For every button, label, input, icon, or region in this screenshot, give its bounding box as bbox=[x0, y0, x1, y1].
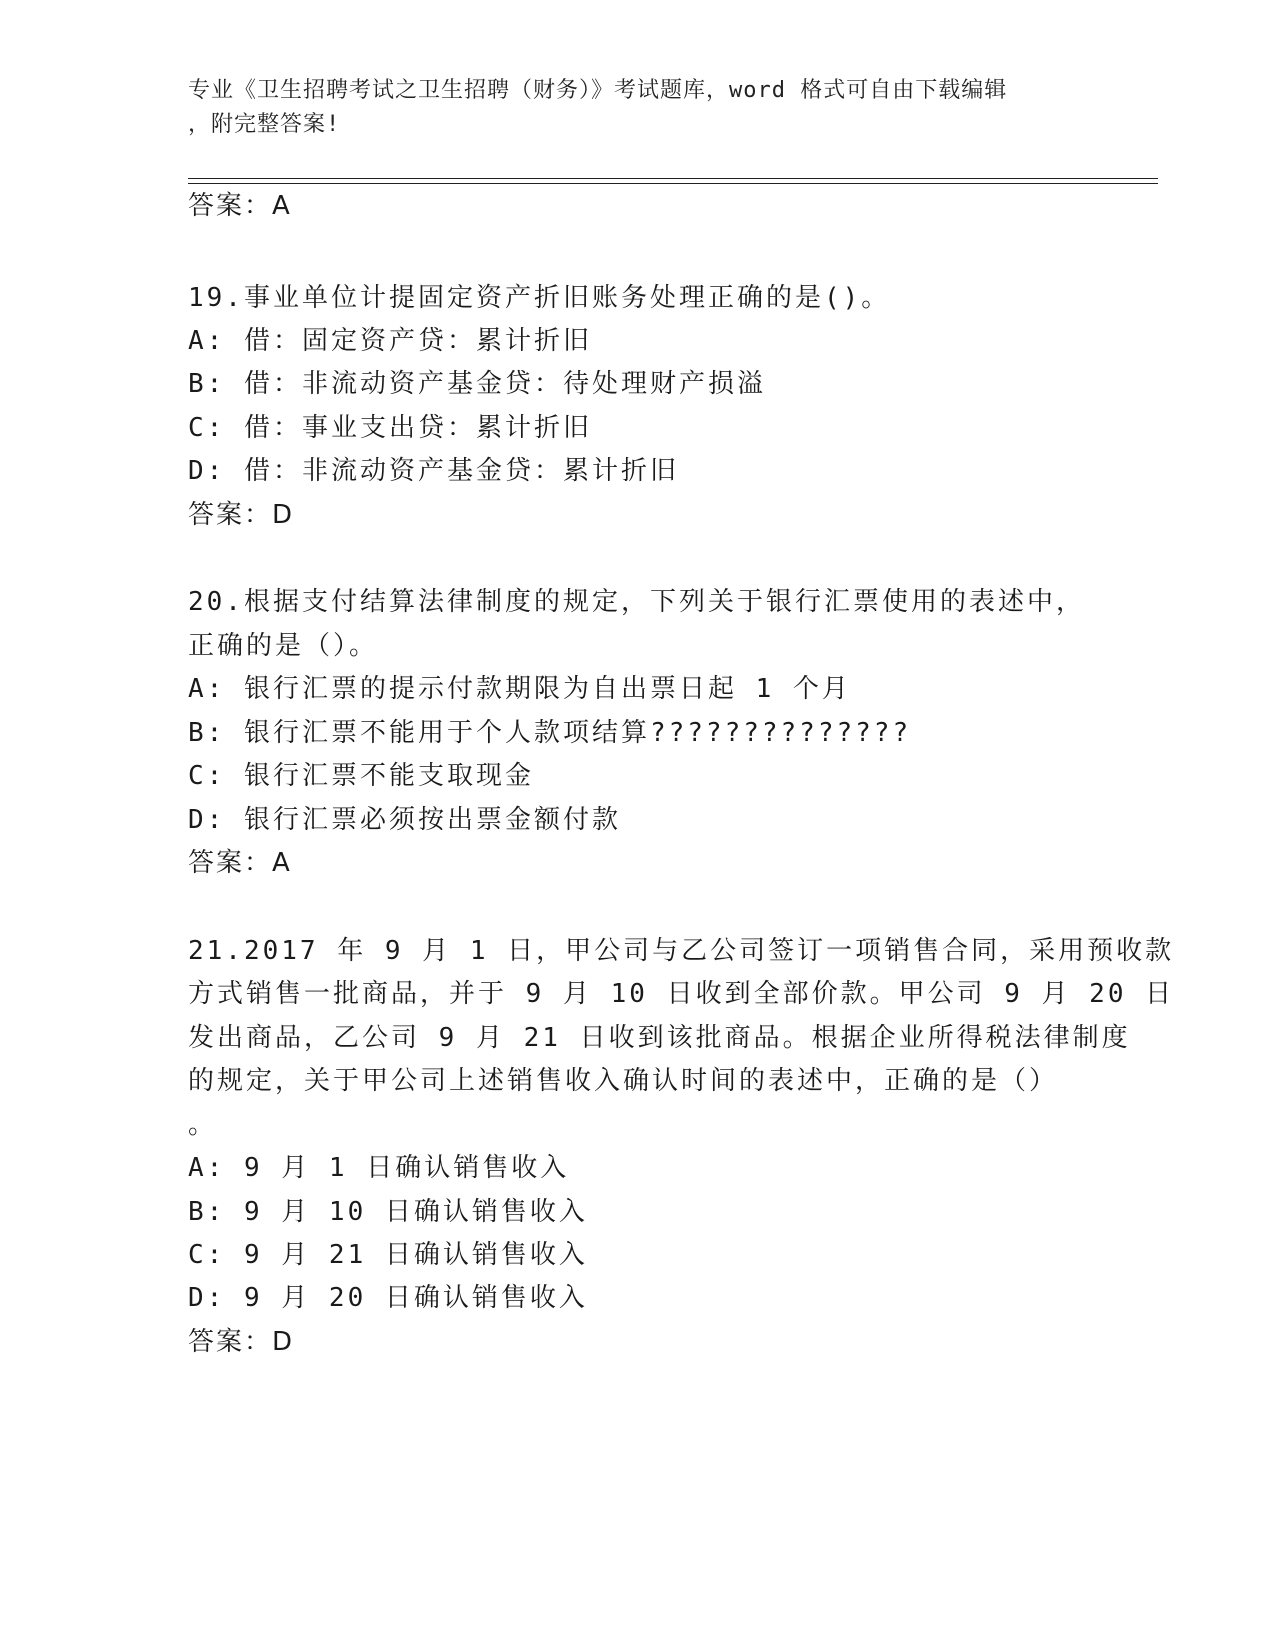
answer-20: 答案：A bbox=[188, 848, 292, 878]
question-21-option-d: D: 9 月 20 日确认销售收入 bbox=[188, 1283, 588, 1313]
question-21-stem-line-5: 。 bbox=[188, 1110, 218, 1140]
page-header bbox=[188, 74, 1068, 142]
question-21-option-a: A: 9 月 1 日确认销售收入 bbox=[188, 1153, 570, 1183]
question-19-stem: 19.事业单位计提固定资产折旧账务处理正确的是()。 bbox=[188, 283, 891, 313]
question-21-stem-line-3: 发出商品，乙公司 9 月 21 日收到该批商品。根据企业所得税法律制度 bbox=[188, 1023, 1131, 1053]
question-21-option-c: C: 9 月 21 日确认销售收入 bbox=[188, 1240, 588, 1270]
question-20-option-a: A: 银行汇票的提示付款期限为自出票日起 1 个月 bbox=[188, 674, 851, 704]
answer-19: 答案：D bbox=[188, 500, 295, 530]
question-21-stem-line-1: 21.2017 年 9 月 1 日，甲公司与乙公司签订一项销售合同，采用预收款 bbox=[188, 936, 1175, 966]
answer-21: 答案：D bbox=[188, 1327, 295, 1357]
answer-18: 答案：A bbox=[188, 191, 292, 221]
header-divider-top bbox=[188, 178, 1158, 179]
question-21-stem-line-4: 的规定，关于甲公司上述销售收入确认时间的表述中，正确的是（） bbox=[188, 1066, 1059, 1096]
question-19-option-d: D: 借：非流动资产基金贷：累计折旧 bbox=[188, 456, 679, 486]
question-21-stem-line-2: 方式销售一批商品，并于 9 月 10 日收到全部价款。甲公司 9 月 20 日 bbox=[188, 979, 1175, 1009]
question-20-stem-line-1: 20.根据支付结算法律制度的规定，下列关于银行汇票使用的表述中， bbox=[188, 587, 1085, 617]
question-19-option-c: C: 借：事业支出贷：累计折旧 bbox=[188, 413, 592, 443]
question-21-option-b: B: 9 月 10 日确认销售收入 bbox=[188, 1197, 588, 1227]
header-line-2: ，附完整答案! bbox=[188, 112, 341, 137]
question-20-stem-line-2: 正确的是（）。 bbox=[188, 631, 379, 661]
question-20-option-b: B: 银行汇票不能用于个人款项结算?????????????? bbox=[188, 718, 912, 748]
question-19-option-b: B: 借：非流动资产基金贷：待处理财产损溢 bbox=[188, 369, 766, 399]
header-divider-bottom bbox=[188, 183, 1158, 184]
question-19-option-a: A: 借：固定资产贷：累计折旧 bbox=[188, 326, 592, 356]
header-line-1: 专业《卫生招聘考试之卫生招聘（财务）》考试题库，word 格式可自由下载编辑 bbox=[188, 78, 1008, 103]
question-20-option-d: D: 银行汇票必须按出票金额付款 bbox=[188, 805, 621, 835]
question-20-option-c: C: 银行汇票不能支取现金 bbox=[188, 761, 534, 791]
